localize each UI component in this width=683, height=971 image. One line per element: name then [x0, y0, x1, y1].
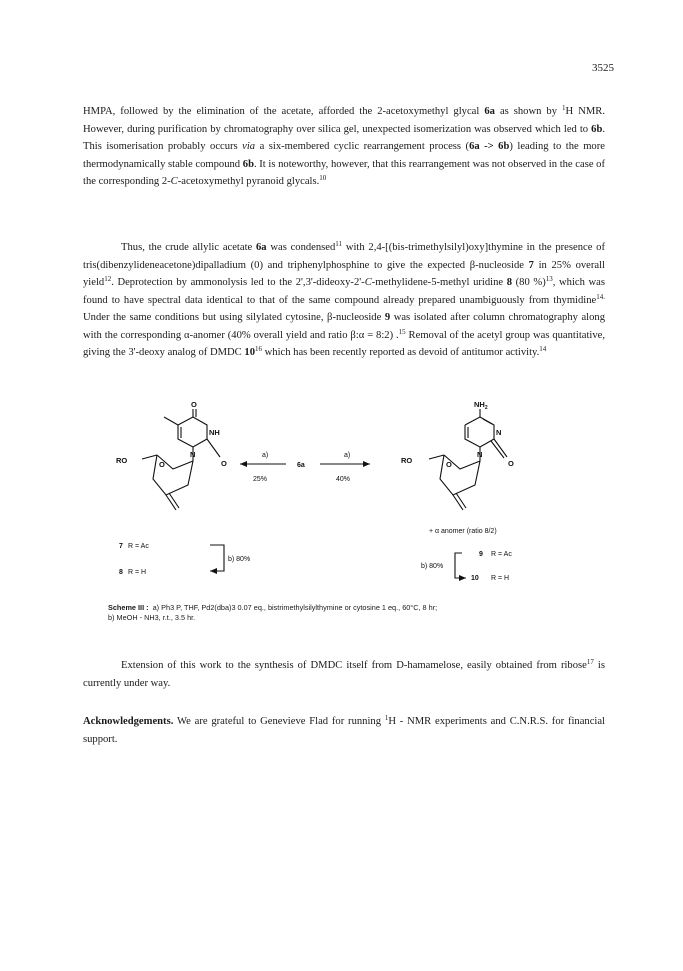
reagent-label: b) 80%: [228, 556, 251, 563]
atom-label: O: [191, 400, 197, 409]
atom-label: $NH_2$: [474, 400, 488, 411]
scheme-caption: Scheme III : a) Ph3 P, THF, Pd2(dba)3 0.07 eq., bistrimethylsilylthymine or cytosine 1 eq., 60°C, 8 hr; b) MeOH - NH3, r.t., 3.5 hr.: [108, 603, 438, 622]
compound-label: 6a: [297, 462, 305, 469]
substituent-label: R = H: [491, 575, 510, 582]
reagent-label: b) 80%: [421, 563, 444, 570]
substituent-label: R = Ac: [128, 543, 149, 550]
substituent-label: R = Ac: [491, 551, 512, 558]
yield-label: 40%: [336, 476, 351, 483]
compound-label: 10: [471, 575, 479, 582]
atom-label: O: [221, 459, 227, 468]
paragraph-2: Thus, the crude allylic acetate 6a was condensed$^{11}$ with 2,4-[(bis-trimethylsilyl)oxy]thymine in the presence of tris(dibenzylideneacetone)dipalladium (0) and triphenylphosphine to give the expected β-nucleoside 7 in 25% overall yield$^{12}$. Deprotection by ammonolysis led to the 2',3'-dideoxy-2'-C-methylidene-5-methyl uridine 8 (80 %)$^{13}$, which was found to have spectral data identical to that of the same compound already prepared unambiguously from thymidine$^{14.}$ Under the same conditions but using silylated cytosine, β-nucleoside 9 was isolated after column chromatography along with the corresponding α-anomer (40% overall yield and ratio β:α = 8:2) .$^{15}$ Removal of the acetyl group was quantitative, giving the 3'-deoxy analog of DMDC $10^{16}$ which has been recently reported as devoid of antitumor activity.$^{14}$: [83, 240, 606, 358]
paragraph-1: HMPA, followed by the elimination of the acetate, afforded the 2-acetoxymethyl glycal 6a as shown by $^1$H NMR. However, during purification by chromatography over silica gel, unexpected isomerization was observed which led to 6b. This isomerisation probably occurs via a six-membered cyclic rearrangement process (6a -> 6b) leading to the more thermodynamically stable compound 6b. It is noteworthy, however, that this rearrangement was not observed in the case of the corresponding 2-C-acetoxymethyl pyranoid glycals.$^{10}$: [83, 104, 605, 187]
atom-label: RO: [116, 456, 128, 465]
reaction-scheme: [80, 397, 600, 597]
atom-label: N: [477, 450, 483, 459]
acknowledgements: Acknowledgements. We are grateful to Genevieve Flad for running $^1$H - NMR experiments and C.N.R.S. for financial support.: [83, 714, 606, 745]
reagent-label: a): [262, 452, 269, 459]
substituent-label: R = H: [128, 569, 147, 576]
atom-label: O: [159, 460, 165, 469]
atom-label: N: [496, 428, 502, 437]
paragraph-3: Extension of this work to the synthesis of DMDC itself from D-hamamelose, easily obtained from ribose$^{17}$ is currently under way.: [83, 658, 605, 689]
reagent-label: a): [344, 452, 351, 459]
page-number: 3525: [592, 62, 614, 74]
anomer-note: + α anomer (ratio 8/2): [429, 528, 497, 535]
compound-label: 9: [479, 551, 483, 558]
compound-label: 8: [119, 569, 123, 576]
atom-label: O: [446, 460, 452, 469]
yield-label: 25%: [253, 476, 268, 483]
atom-label: NH: [209, 428, 220, 437]
atom-label: O: [508, 459, 514, 468]
atom-label: RO: [401, 456, 413, 465]
compound-label: 7: [119, 543, 123, 550]
atom-label: N: [190, 450, 196, 459]
